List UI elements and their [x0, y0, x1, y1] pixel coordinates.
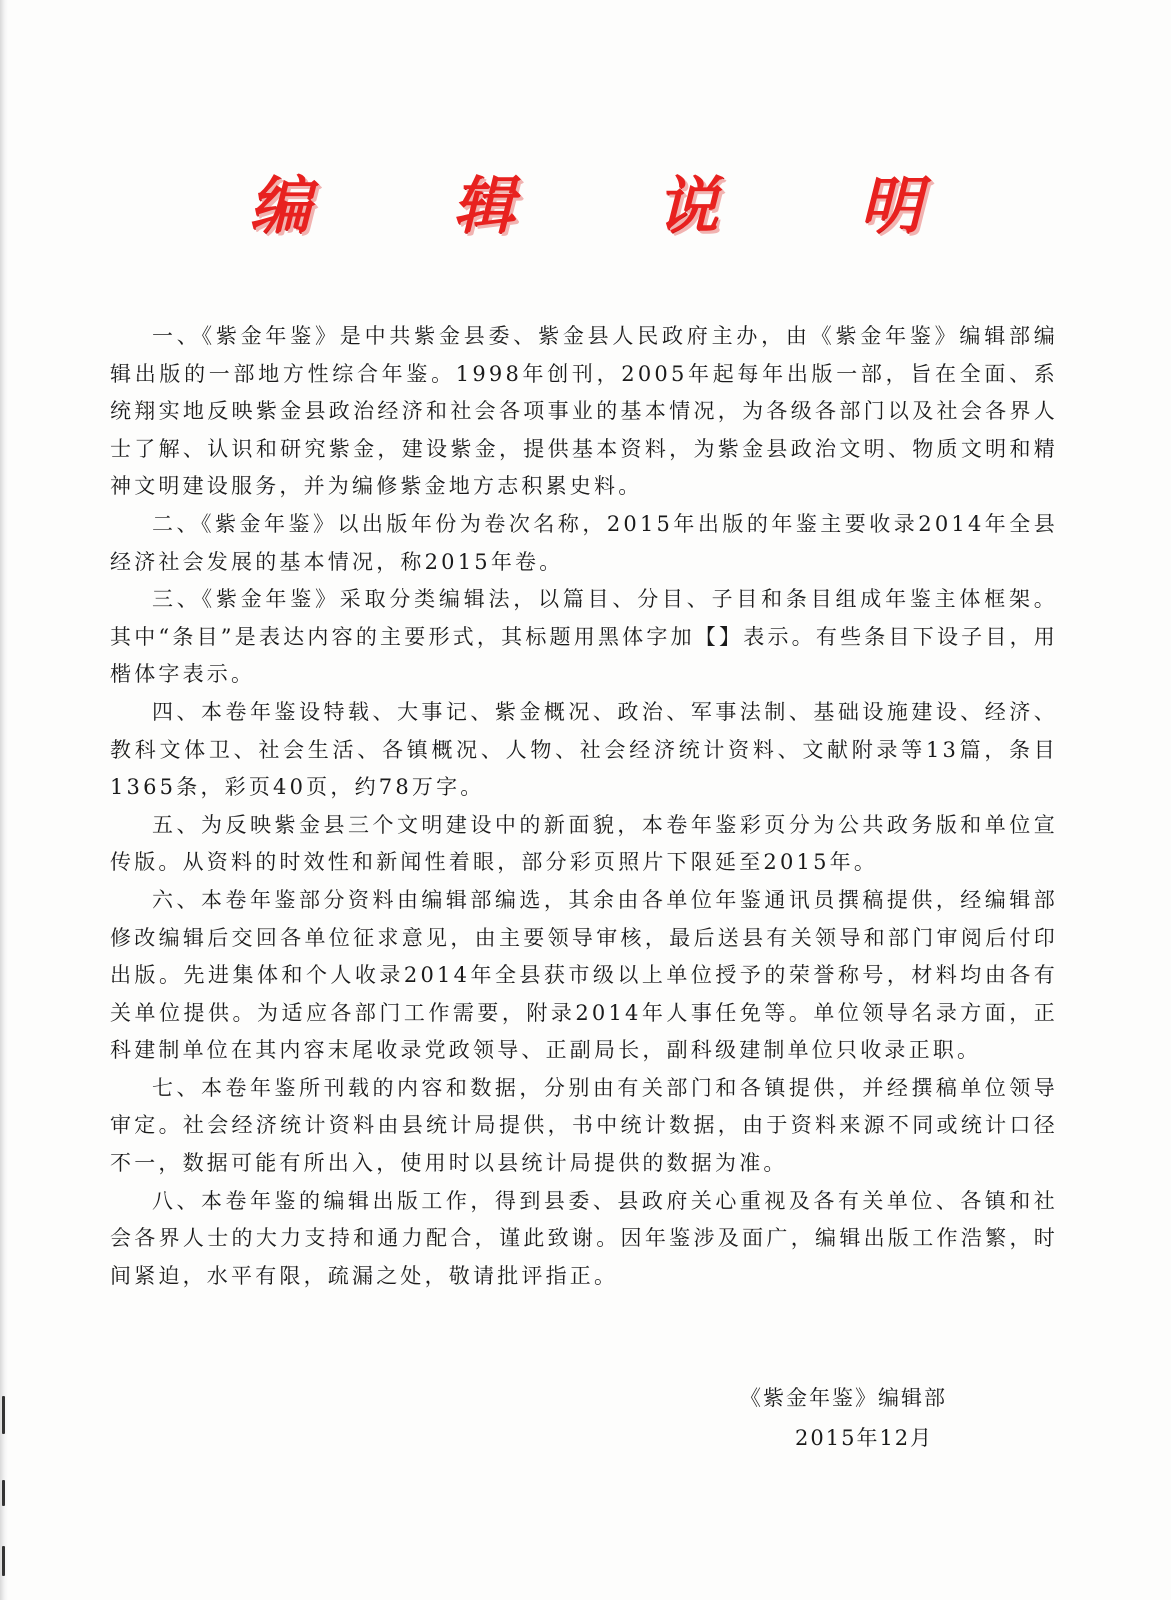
scan-mark	[2, 1396, 5, 1434]
scan-mark	[2, 1480, 5, 1506]
document-body	[110, 318, 1058, 1295]
page-title: 编 辑 说 明	[249, 169, 982, 242]
paragraph-7: 七、本卷年鉴所刊载的内容和数据，分别由有关部门和各镇提供，并经撰稿单位领导审定。社会经济统计资料由县统计局提供，书中统计数据，由于资料来源不同或统计口径不一，数据可能有所出入，使用时以县统计局提供的数据为准。	[110, 1075, 1058, 1176]
paragraph-2: 二、《紫金年鉴》以出版年份为卷次名称，2015年出版的年鉴主要收录2014年全县经济社会发展的基本情况，称2015年卷。	[110, 511, 1058, 574]
paragraph-1: 一、《紫金年鉴》是中共紫金县委、紫金县人民政府主办，由《紫金年鉴》编辑部编辑出版的一部地方性综合年鉴。1998年创刊，2005年起每年出版一部，旨在全面、系统翔实地反映紫金县政治经济和社会各项事业的基本情况，为各级各部门以及社会各界人士了解、认识和研究紫金，建设紫金，提供基本资料，为紫金县政治文明、物质文明和精神文明建设服务，并为编修紫金地方志积累史料。	[110, 324, 1058, 499]
paragraph-6: 六、本卷年鉴部分资料由编辑部编选，其余由各单位年鉴通讯员撰稿提供，经编辑部修改编辑后交回各单位征求意见，由主要领导审核，最后送县有关领导和部门审阅后付印出版。先进集体和个人收录2014年全县获市级以上单位授予的荣誉称号，材料均由各有关单位提供。为适应各部门工作需要，附录2014年人事任免等。单位领导名录方面，正科建制单位在其内容末尾收录党政领导、正副局长，副科级建制单位只收录正职。	[110, 887, 1058, 1063]
signature-date: 2015年12月	[795, 1426, 934, 1450]
paragraph-4: 四、本卷年鉴设特载、大事记、紫金概况、政治、军事法制、基础设施建设、经济、教科文体卫、社会生活、各镇概况、人物、社会经济统计资料、文献附录等13篇，条目1365条，彩页40页，约78万字。	[110, 699, 1058, 800]
paragraph-5: 五、为反映紫金县三个文明建设中的新面貌，本卷年鉴彩页分为公共政务版和单位宣传版。从资料的时效性和新闻性着眼，部分彩页照片下限延至2015年。	[110, 812, 1058, 875]
signature-org: 《紫金年鉴》编辑部	[740, 1386, 947, 1410]
scan-mark	[2, 1546, 5, 1576]
paragraph-3: 三、《紫金年鉴》采取分类编辑法，以篇目、分目、子目和条目组成年鉴主体框架。其中“条目”是表达内容的主要形式，其标题用黑体字加【】表示。有些条目下设子目，用楷体字表示。	[110, 587, 1058, 687]
paragraph-8: 八、本卷年鉴的编辑出版工作，得到县委、县政府关心重视及各有关单位、各镇和社会各界人士的大力支持和通力配合，谨此致谢。因年鉴涉及面广，编辑出版工作浩繁，时间紧迫，水平有限，疏漏之处，敬请批评指正。	[110, 1188, 1058, 1288]
